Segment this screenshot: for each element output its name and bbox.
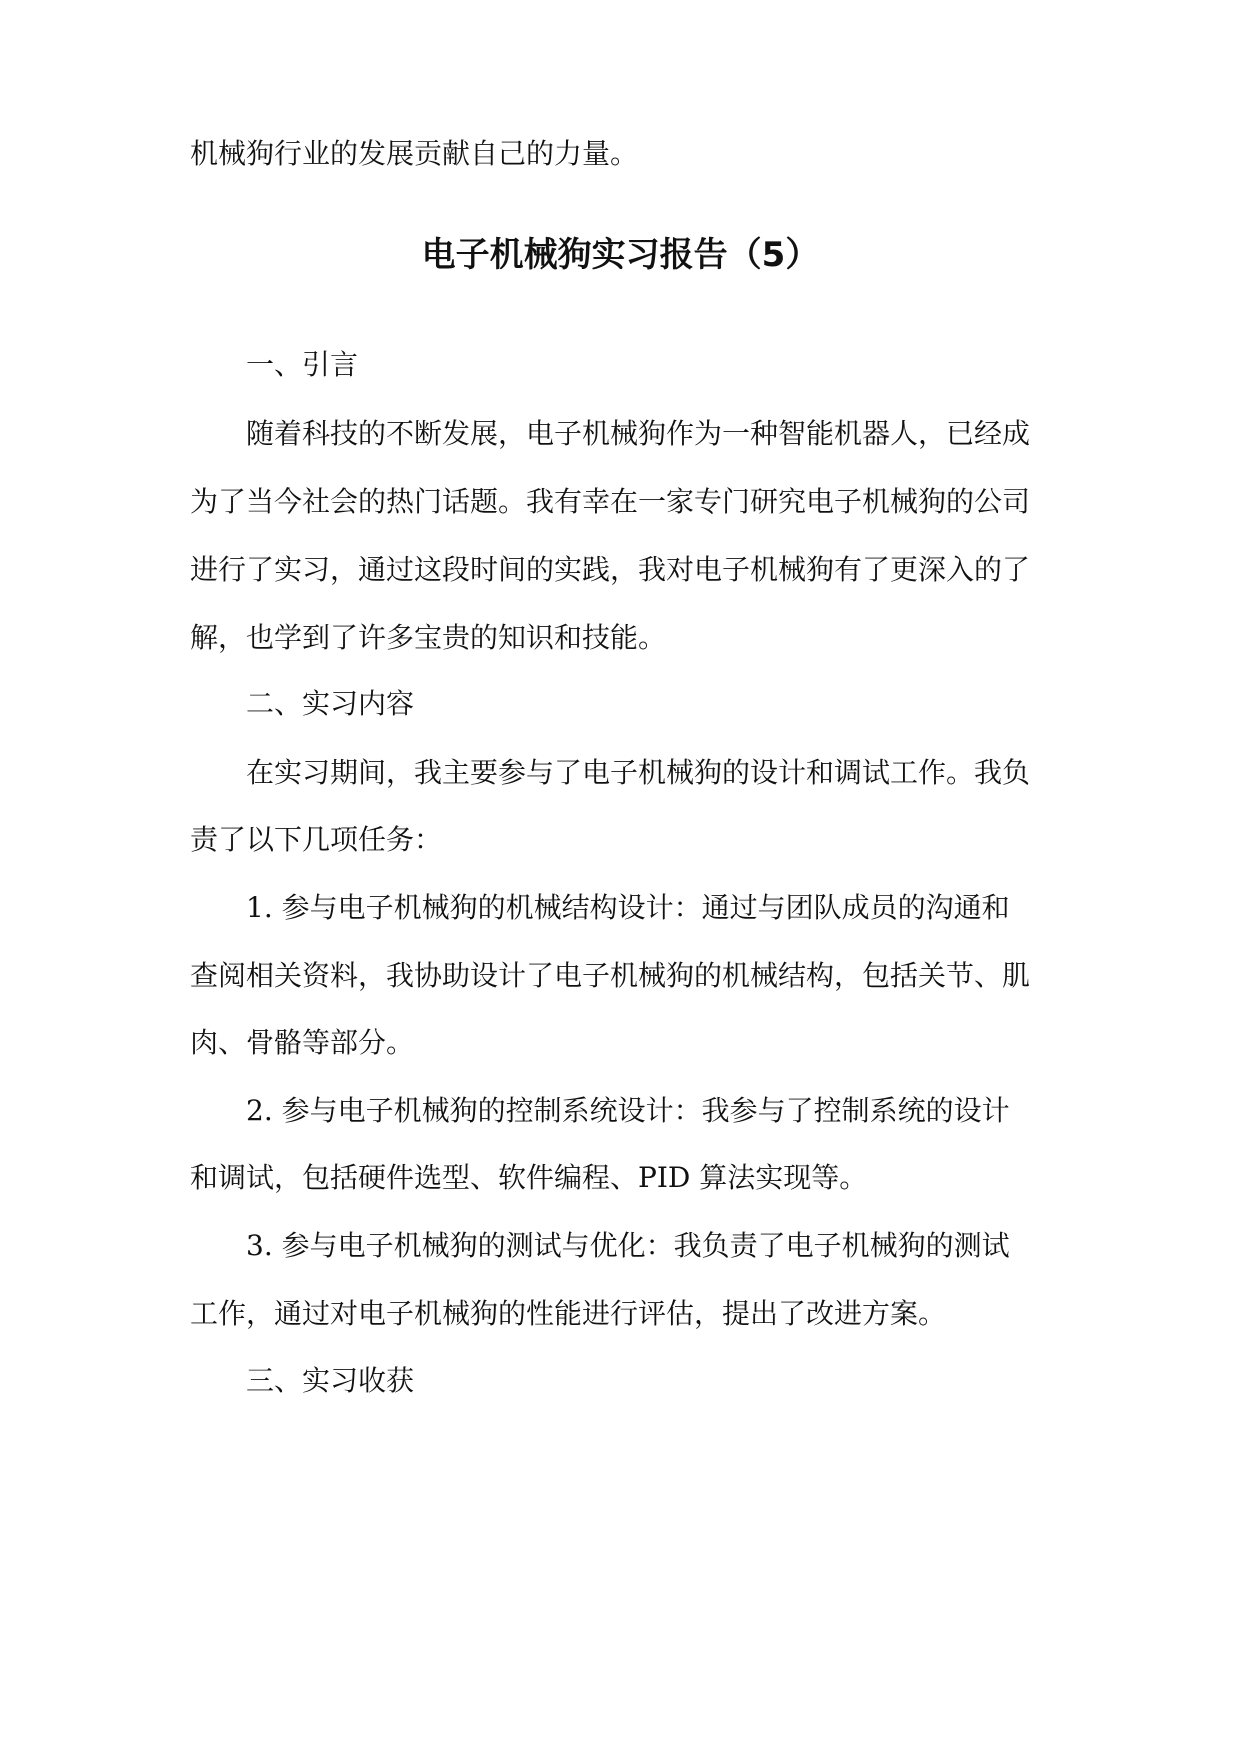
paragraph-line: 进行了实习，通过这段时间的实践，我对电子机械狗有了更深入的了: [190, 553, 1031, 586]
paragraph-line: 为了当今社会的热门话题。我有幸在一家专门研究电子机械狗的公司: [190, 485, 1031, 518]
list-item-line: 工作，通过对电子机械狗的性能进行评估，提出了改进方案。: [190, 1297, 947, 1330]
section-heading-introduction: 一、引言: [246, 348, 359, 381]
paragraph-line: 解，也学到了许多宝贵的知识和技能。: [190, 621, 667, 654]
list-item-line: 查阅相关资料，我协助设计了电子机械狗的机械结构，包括关节、肌: [190, 959, 1031, 992]
paragraph-line: 责了以下几项任务：: [190, 823, 443, 856]
carryover-text-line: 机械狗行业的发展贡献自己的力量。: [190, 137, 639, 170]
list-item-line: 1. 参与电子机械狗的机械结构设计：通过与团队成员的沟通和: [246, 891, 1010, 924]
report-title: 电子机械狗实习报告（5）: [421, 235, 820, 275]
paragraph-line: 随着科技的不断发展，电子机械狗作为一种智能机器人，已经成: [246, 417, 1031, 450]
paragraph-line: 在实习期间，我主要参与了电子机械狗的设计和调试工作。我负: [246, 756, 1031, 789]
section-heading-internship-content: 二、实习内容: [246, 687, 415, 720]
list-item-line: 和调试，包括硬件选型、软件编程、PID 算法实现等。: [190, 1161, 868, 1194]
section-heading-internship-gains: 三、实习收获: [246, 1364, 415, 1397]
list-item-line: 肉、骨骼等部分。: [190, 1026, 415, 1059]
list-item-line: 3. 参与电子机械狗的测试与优化：我负责了电子机械狗的测试: [246, 1229, 1010, 1262]
list-item-line: 2. 参与电子机械狗的控制系统设计：我参与了控制系统的设计: [246, 1094, 1010, 1127]
